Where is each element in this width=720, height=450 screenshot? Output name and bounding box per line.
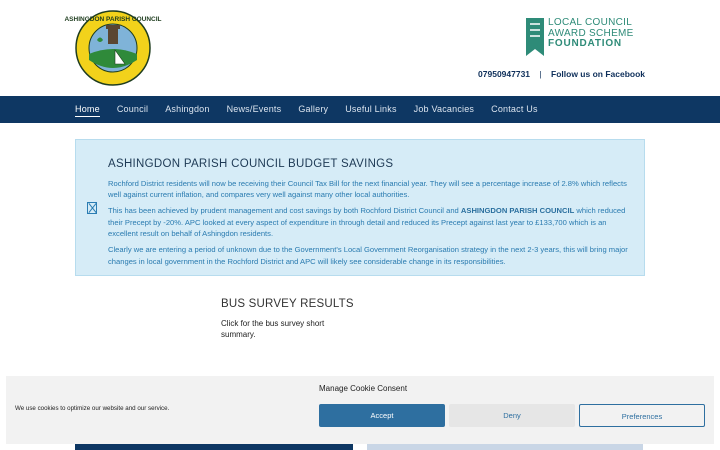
notice-p2-end: which reduced their Precept by -20%. APC looked at every aspect of expenditure in through detail and reduced its Precept against last year to £133,700 which is an excellent result on behalf of Ashingdon residents. [108,206,626,239]
cookie-deny-button[interactable]: Deny [449,404,575,427]
notice-body [108,178,633,272]
notice-paragraph-1: Rochford District residents will now be receiving their Council Tax Bill for the next financial year. They will see a percentage increase of 2.8% which reflects well against current inflation, and compares very well against many other local authorities. [108,179,627,200]
notice-title: ASHINGDON PARISH COUNCIL BUDGET SAVINGS [108,158,394,170]
cookie-consent-banner [6,376,714,444]
nav-item-council[interactable]: Council [116,104,149,114]
award-text [548,18,634,50]
cookie-preferences-button[interactable]: Preferences [579,404,705,427]
award-ribbon-icon [526,18,544,56]
notice-p2-start: This has been achieved by prudent management and cost savings by both Rochford District Council and [108,206,461,216]
bus-survey-click-link[interactable]: Click [221,319,239,328]
bus-survey-text [221,318,336,340]
bus-survey-title: BUS SURVEY RESULTS [221,298,354,310]
nav-item-job-vacancies[interactable]: Job Vacancies [413,104,475,114]
nav-item-ashingdon[interactable]: Ashingdon [165,104,210,114]
nav-item-news-events[interactable]: News/Events [226,104,282,114]
site-header [0,0,720,96]
award-line-3: FOUNDATION [548,38,622,49]
header-contact [478,69,645,79]
nav-item-useful-links[interactable]: Useful Links [345,104,397,114]
notice-p2-bold: ASHINGDON PARISH COUNCIL [460,206,575,216]
logo-lettering: ASHINGDON PARISH COUNCIL [64,16,162,23]
contact-separator: | [539,69,542,79]
main-navigation [0,96,720,123]
facebook-link[interactable]: Follow us on Facebook [551,69,645,79]
notice-paragraph-3: Clearly we are entering a period of unknown due to the Government's Local Government Reorganisation strategy in the next 2-3 years, this will bring major changes in local government in the Rochford District and APC will likely see considerable change in its responsibilities. [108,245,628,266]
cookie-message: We use cookies to optimize our website and our service. [15,405,170,412]
award-scheme-badge[interactable] [526,18,646,58]
parish-council-logo[interactable] [64,10,162,86]
nav-item-gallery[interactable]: Gallery [298,104,329,114]
cookie-accept-button[interactable]: Accept [319,404,445,427]
cookie-title: Manage Cookie Consent [319,384,408,393]
bus-survey-description: for the bus survey short summary. [221,319,325,339]
content-block-dark [75,444,353,450]
nav-item-contact-us[interactable]: Contact Us [491,104,538,114]
nav-item-home[interactable]: Home [75,96,100,123]
nav-items [75,96,555,123]
award-line-1: LOCAL COUNCIL [548,17,633,28]
budget-notice [75,139,645,276]
phone-link[interactable]: 07950947731 [478,69,531,79]
info-icon [87,202,97,214]
award-line-2: AWARD SCHEME [548,27,634,39]
content-image [367,444,643,450]
notice-paragraph-2 [108,205,633,239]
